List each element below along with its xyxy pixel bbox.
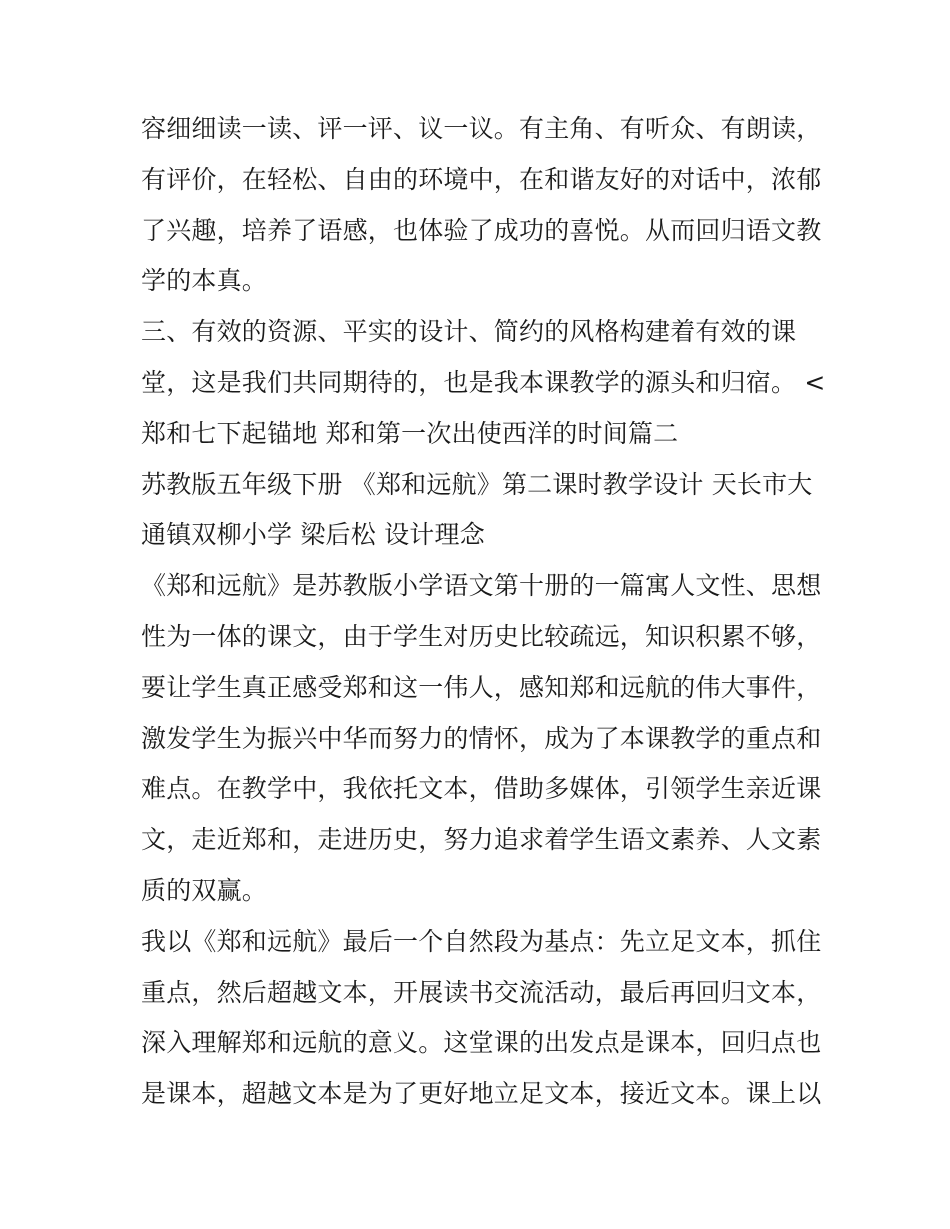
text-line: 激发学生为振兴中华而努力的情怀，成为了本课教学的重点和 (141, 723, 822, 753)
text-line: 深入理解郑和远航的意义。这堂课的出发点是课本，回归点也 (141, 1028, 822, 1058)
text-line: 文，走近郑和，走进历史，努力追求着学生语文素养、人文素 (141, 825, 822, 855)
text-line: 《郑和远航》是苏教版小学语文第十册的一篇寓人文性、思想 (141, 571, 822, 601)
text-line: 要让学生真正感受郑和这一伟人，感知郑和远航的伟大事件， (141, 672, 822, 702)
text-line: 难点。在教学中，我依托文本，借助多媒体，引领学生亲近课 (141, 774, 822, 804)
text-line: 了兴趣，培养了语感，也体验了成功的喜悦。从而回归语文教 (141, 215, 822, 245)
text-line: 学的本真。 (141, 266, 268, 296)
text-line: 有评价，在轻松、自由的环境中，在和谐友好的对话中，浓郁 (141, 164, 822, 194)
text-line: 通镇双柳小学 梁后松 设计理念 (141, 520, 485, 550)
text-line: 性为一体的课文，由于学生对历史比较疏远，知识积累不够， (141, 621, 822, 651)
text-line: 是课本，超越文本是为了更好地立足文本，接近文本。课上以 (141, 1079, 822, 1109)
text-line: 三、有效的资源、平实的设计、简约的风格构建着有效的课 (141, 317, 797, 347)
text-line: 苏教版五年级下册 《郑和远航》第二课时教学设计 天长市大 (141, 469, 813, 499)
text-line: 堂，这是我们共同期待的，也是我本课教学的源头和归宿。 < (141, 367, 826, 397)
text-line: 重点，然后超越文本，开展读书交流活动，最后再回归文本， (141, 977, 822, 1007)
section-heading: 郑和七下起锚地 郑和第一次出使西洋的时间篇二 (141, 418, 679, 448)
body-text (141, 104, 826, 1120)
text-line: 我以《郑和远航》最后一个自然段为基点：先立足文本，抓住 (141, 926, 822, 956)
text-line: 质的双赢。 (141, 875, 268, 905)
text-line: 容细细读一读、评一评、议一议。有主角、有听众、有朗读， (141, 114, 822, 143)
